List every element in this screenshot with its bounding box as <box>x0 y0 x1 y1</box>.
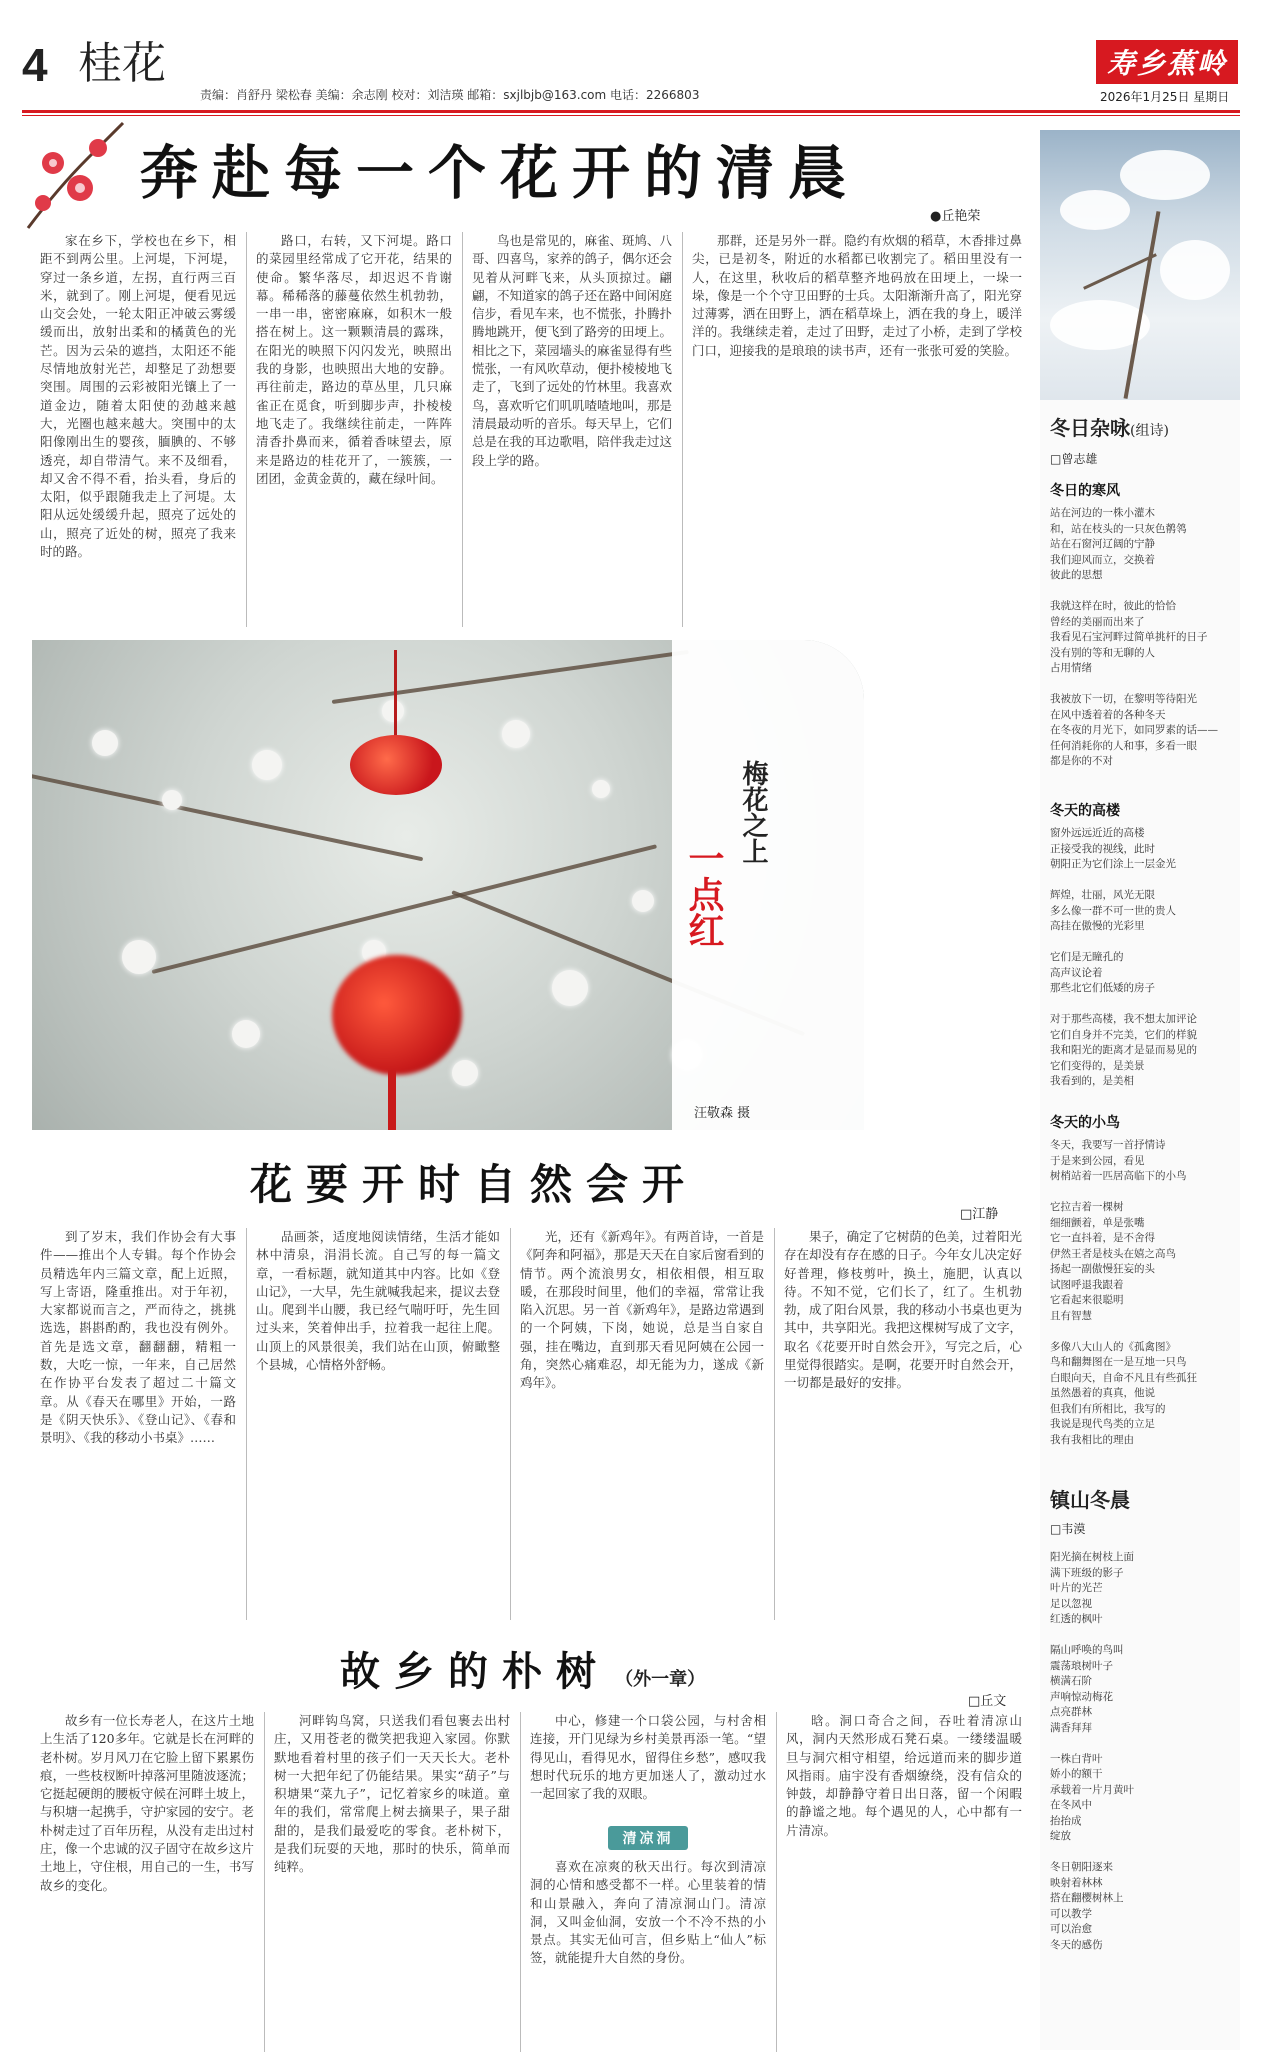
article3-byline: □丘文 <box>968 1694 1007 1709</box>
sidebar-second-title: 镇山冬晨 <box>1050 1488 1130 1512</box>
poem-line: 树梢站着一匹居高临下的小鸟 <box>1050 1170 1187 1182</box>
poem-line: 我被放下一切，在黎明等待阳光 <box>1050 693 1197 705</box>
poem-line: 震荡琅树叶子 <box>1050 1659 1113 1672</box>
article3-subtitle: （外一章） <box>615 1669 706 1690</box>
poem-line <box>1050 1628 1134 1644</box>
poem-line: 试图呼退我跟着 <box>1050 1278 1124 1291</box>
poem-line: 朝阳正为它们涂上一层金光 <box>1050 858 1176 870</box>
poem-line: 一株白背叶 <box>1050 1752 1103 1765</box>
poem-line: 我和阳光的距离才是显而易见的 <box>1050 1044 1197 1056</box>
poem-line: 曾经的美丽而出来了 <box>1050 615 1145 628</box>
poem-line: 它们自身并不完美，它们的样貌 <box>1050 1028 1197 1041</box>
poem-line: 彼此的思想 <box>1050 569 1103 581</box>
article1-column-4: 那群，还是另外一群。隐约有炊烟的稻草，木香排过鼻尖，已是初冬，附近的水稻都已收割完了。稻田里没有一人，在这里，秋收后的稻草整齐地码放在田埂上，一垛一垛，像是一个个守卫田野的士兵。太阳渐渐升高了，阳光穿过薄雾，洒在田野上，洒在稻草垛上，洒在我的身上，暖洋洋的。我继续走着，走过了田野，走过了小桥，走到了学校门口，迎接我的是琅琅的读书声，还有一张张可爱的笑脸。 <box>692 233 1022 358</box>
poem-line: 点亮群林 <box>1050 1706 1092 1718</box>
poem-line: 承载着一片月黄叶 <box>1050 1783 1134 1796</box>
column-divider <box>774 1228 775 1620</box>
sidebar-second-author: □韦漠 <box>1050 1522 1086 1536</box>
article2-byline: □江静 <box>960 1207 999 1222</box>
poem-line: 都是你的不对 <box>1050 755 1113 767</box>
article2-column-1: 到了岁末，我们作协会有大事件——推出个人专辑。每个作协会员精选年内三篇文章，配上近照，写上寄语，隆重推出。对于年初，大家都说而言之，严而待之，挑挑选选，斟斟酌酌，我也没有例外。首先是选文章，翻翻翻，精粗一数，大吃一惊，一年来，自己居然在作协平台发表了超过二十篇文章。从《春天在哪里》开始，一路是《阴天快乐》、《登山记》、《春和景明》、《我的移动小书桌》…… <box>40 1229 236 1446</box>
poem-line: 细细颤着，单是张嘴 <box>1050 1216 1145 1229</box>
column-divider <box>246 1228 247 1620</box>
poem-line: 冬天，我要写一首抒情诗 <box>1050 1139 1166 1151</box>
column-divider <box>264 1712 265 2052</box>
column-divider <box>510 1228 511 1620</box>
poem-line: 搭在翻樱树林上 <box>1050 1892 1124 1904</box>
poem-line: 和，站在枝头的一只灰色鹡鸰 <box>1050 522 1187 535</box>
article1-title: 奔赴每一个花开的清晨 <box>140 139 861 207</box>
poem-line: 冬天的感伤 <box>1050 1938 1103 1951</box>
poem-line: 站在河边的一株小灌木 <box>1050 507 1155 519</box>
poem-line: 窗外远远近近的高楼 <box>1050 827 1145 839</box>
newspaper-logo: 寿乡蕉岭 <box>1096 40 1238 84</box>
article3-column-2: 河畔钩鸟窝，只送我们看包裹去出村庄，又用苍老的微笑把我迎入家园。你默默地看着村里的孩子们一天天长大。老朴树一大把年纪了仍能结果。果实“葫子”与积塘果“菜九子”，记忆着家乡的味道。童年的我们，常常爬上树去摘果子，果子甜甜的，是我们最爱吃的零食。老朴树下，是我们玩耍的天地，那时的快乐，简单而纯粹。 <box>274 1713 510 1875</box>
poem-line: 满香拜拜 <box>1050 1721 1092 1734</box>
poem-line: 虽然愚着的真真，他说 <box>1050 1387 1155 1399</box>
poem-line: 娇小的额干 <box>1050 1768 1103 1780</box>
poem-line: 隔山呼唤的鸟叫 <box>1050 1644 1124 1656</box>
article2-column-2: 品画茶，适度地阅读情绪，生活才能如林中清泉，涓涓长流。自己写的每一篇文章，一看标题，就知道其中内容。比如《登山记》，一大早，先生就喊我起来，提议去登山。爬到半山腰，我已经气喘吁吁，先生回过头来，笑着伸出手，拉着我一起往上爬。山顶上的风景很美，我们站在山顶，俯瞰整个县城，心情格外舒畅。 <box>256 1229 500 1373</box>
poem-line: 鸟和翻舞图在一是互地一只鸟 <box>1050 1356 1187 1368</box>
snowy-tree-photo <box>1040 130 1240 400</box>
article3-column-3b: 喜欢在凉爽的秋天出行。每次到清凉洞的心情和感受都不一样。心里装着的情和山景融入，奔向了清凉洞山门。清凉洞，又叫金仙洞，安放一个不冷不热的小景点。其实无仙可言，但乡贴上“仙人”标签，就能提升大自然的身份。 <box>530 1859 766 1966</box>
article3-title: 故乡的朴树 <box>340 1648 610 1695</box>
poem-line: 横满石阶 <box>1050 1675 1092 1687</box>
poem-line <box>1050 873 1197 889</box>
poem-line: 那些北它们低矮的房子 <box>1050 982 1155 994</box>
poem-line: 在冬风中 <box>1050 1799 1092 1811</box>
sidebar-title-group <box>1050 412 1169 441</box>
article3-column-4: 晗。洞口奇合之间，吞吐着清凉山风，洞内天然形成石凳石桌。一缕缕温暖旦与洞穴相守相望，给远道而来的脚步道风指雨。庙宇没有香烟缭绕，没有信众的钟鼓，却静静守着日出日落，留一个闲暇的静谧之地。每个遇见的人，心中都有一片清凉。 <box>786 1713 1022 1838</box>
article3-column-3: 中心，修建一个口袋公园，与村舍相连接，开门见绿为乡村美景再添一笔。“望得见山，看得见水，留得住乡愁”，感叹我想时代玩乐的地方更加迷人了，激动过水一起回家了我的双眼。 <box>530 1713 766 1802</box>
poem-title: 冬日的寒风 <box>1050 483 1120 499</box>
poem-line: 高挂在傲慢的光彩里 <box>1050 920 1145 932</box>
poem-line: 白眼向天，自命不凡且有些孤狂 <box>1050 1371 1197 1384</box>
article3-column-1: 故乡有一位长寿老人，在这片土地上生活了120多年。它就是长在河畔的老朴树。岁月风刀在它脸上留下累累伤痕，一些枝杈断叶掉落河里随波逐流；它挺起硬朗的腰板守候在河畔土坡上，与积塘一起携手，守护家园的安宁。老朴树走过了百年历程，从没有走出过村庄，像一个忠诚的汉子固守在故乡这片土地上，守住根，用自己的一生，书写故乡的变化。 <box>40 1713 254 1893</box>
poem-line: 在风中透着着的各种冬天 <box>1050 708 1166 721</box>
poem-line: 红透的枫叶 <box>1050 1613 1103 1625</box>
poem-line: 没有别的等和无聊的人 <box>1050 646 1155 659</box>
column-divider <box>520 1712 521 2052</box>
article3-title-group <box>340 1640 705 1697</box>
poem-line: 抬抬成 <box>1050 1814 1082 1827</box>
poem-line: 多像八大山人的《孤禽图》 <box>1050 1340 1176 1353</box>
plum-blossom-decoration <box>18 118 128 238</box>
poem-body <box>1050 826 1197 1090</box>
column-divider <box>776 1712 777 2052</box>
poem-line: 正接受我的视线，此时 <box>1050 842 1155 855</box>
poem-line <box>1050 1736 1134 1752</box>
poem-line: 它们是无瞳孔的 <box>1050 951 1124 963</box>
poem-line: 我有我相比的理由 <box>1050 1433 1134 1446</box>
poem-line: 且有智慧 <box>1050 1309 1092 1322</box>
poem-title: 冬天的高楼 <box>1050 803 1120 819</box>
poem-body <box>1050 1138 1197 1448</box>
poem-line: 我说是现代鸟类的立足 <box>1050 1418 1155 1430</box>
article1-column-1: 家在乡下，学校也在乡下，相距不到两公里。上河堤，下河堤，穿过一条乡道，左拐，直行两三百米，就到了。刚上河堤，便看见远山交会处，一轮太阳正冲破云雾缓缓而出，放射出柔和的橘黄色的光芒。因为云朵的遮挡，太阳还不能尽情地放射光芒，却整足了劲想要突围。周围的云彩被阳光镶上了一道金边，随着太阳使的劲越来越大，光圈也越来越大。突围中的太阳像刚出生的婴孩，腼腆的、不够透亮，却自带清气。来不及细看，却又舍不得不看，抬头看，身后的太阳，似乎跟随我走上了河堤。太阳从远处缓缓升起，照亮了远处的山，照亮了近处的树，照亮了我来时的路。 <box>40 233 236 560</box>
sidebar-author: □曾志雄 <box>1050 452 1098 466</box>
poem-line: 我们迎风而立，交换着 <box>1050 553 1155 566</box>
photo-caption-title: 梅花之上 <box>738 760 768 864</box>
header-rule <box>22 110 1240 113</box>
poem-line: 它看起来很聪明 <box>1050 1294 1124 1306</box>
poem-line: 占用情绪 <box>1050 662 1092 674</box>
poem-line: 可以治愈 <box>1050 1923 1092 1935</box>
poem-line: 扬起一副傲慢狂妄的头 <box>1050 1263 1155 1275</box>
poem-line: 足以忽视 <box>1050 1597 1092 1610</box>
column-divider <box>246 232 247 627</box>
poem-line <box>1050 1324 1197 1340</box>
poem-line: 叶片的光芒 <box>1050 1582 1103 1594</box>
column-divider <box>462 232 463 627</box>
article1-column-3: 鸟也是常见的，麻雀、斑鸠、八哥、四喜鸟，家养的鸽子，偶尔还会见着从河畔飞来，从头顶掠过。翩翩，不知道家的鸽子还在路中间闲庭信步，看见车来，也不慌张，扑腾扑腾地跳开，便飞到了路旁的田埂上。相比之下，菜园墙头的麻雀显得有些慌张，一有风吹草动，便扑棱棱地飞走了，飞到了远处的竹林里。我喜欢鸟，喜欢听它们叽叽喳喳地叫，那是清晨最动听的音乐。每天早上，它们总是在我的耳边歌唱，陪伴我走过这段上学的路。 <box>472 233 672 468</box>
poem-line <box>1050 1185 1197 1201</box>
poem-line: 任何消耗你的人和事，多看一眼 <box>1050 739 1197 752</box>
poem-line <box>1050 584 1218 600</box>
poem-line: 它一直抖着，是不舍得 <box>1050 1232 1155 1244</box>
poem-body <box>1050 1550 1134 1953</box>
poem-line: 辉煌，壮丽，风光无限 <box>1050 889 1155 901</box>
poem-line: 但我们有所相比，我写的 <box>1050 1402 1166 1415</box>
poem-line: 冬日朝阳逐来 <box>1050 1861 1113 1873</box>
editor-credits: 责编：肖舒丹 梁松春 美编：余志刚 校对：刘洁瑛 邮箱：sxjlbjb@163.com 电话：2266803 <box>200 88 700 102</box>
poem-line <box>1050 1845 1134 1861</box>
poem-line: 我看到的，是美相 <box>1050 1075 1134 1087</box>
photo-caption-highlight: 一点红 <box>683 840 725 948</box>
article2-column-3: 光，还有《新鸡年》。有两首诗，一首是《阿奔和阿福》，那是天天在自家后窗看到的情节。两个流浪男女，相依相偎，相互取暖，在那段时间里，他们的幸福，常常让我陷入沉思。另一首《新鸡年》，是路边常遇到的一个阿姨，下岗，她说，总是当自家自强，挂在嘴边，直到那天看见阿姨在公园一角，突然心痛难忍，却无能为力，遂成《新鸡年》。 <box>520 1229 764 1391</box>
poem-line: 阳光摘在树枝上面 <box>1050 1551 1134 1563</box>
poem-line: 对于那些高楼，我不想太加评论 <box>1050 1013 1197 1025</box>
poem-line: 我就这样在时，彼此的恰恰 <box>1050 600 1176 612</box>
article1-column-2: 路口，右转，又下河堤。路口的菜园里经常成了它开花，结果的使命。繁华落尽，却迟迟不肯谢幕。稀稀落的藤蔓依然生机勃勃，一串一串，密密麻麻，如积木一般搭在树上。这一颗颗清晨的露珠，在阳光的映照下闪闪发光，映照出我的身影，也映照出大地的安静。再往前走，路边的草丛里，几只麻雀正在觅食，听到脚步声，扑棱棱地飞走了。我继续往前走，一阵阵清香扑鼻而来，循着香味望去，原来是路边的桂花开了，一簇簇，一团团，金黄金黄的，藏在绿叶间。 <box>256 233 452 486</box>
page-number: 4 <box>22 39 48 91</box>
poem-line: 绽放 <box>1050 1830 1071 1842</box>
poem-line: 可以教学 <box>1050 1907 1092 1920</box>
poem-line: 我看见石宝河畔过简单挑杆的日子 <box>1050 631 1208 643</box>
plum-blossom-lantern-photo <box>32 640 864 1130</box>
article2-column-4: 果子，确定了它树荫的色美，过着阳光存在却没有存在感的日子。今年女儿决定好好普理，修枝剪叶，换土，施肥，认真以待。不知不觉，它们长了，红了。生机勃勃，成了阳台风景，我的移动小书桌也更为其中，共享阳光。我把这棵树写成了文字，取名《花要开时自然会开》，写完之后，心里觉得很踏实。是啊，花要开时自然会开，一切都是最好的安排。 <box>784 1229 1022 1391</box>
poem-line: 满下班级的影子 <box>1050 1566 1124 1579</box>
article1-byline: ●丘艳荣 <box>930 209 981 224</box>
issue-date: 2026年1月25日 星期日 <box>1100 90 1230 104</box>
photo-credit: 汪敬森 摄 <box>694 1106 751 1121</box>
poem-line: 伊然王者是枝头在嬉之高鸟 <box>1050 1247 1176 1260</box>
poem-line: 它们变得的，是美景 <box>1050 1059 1145 1072</box>
poem-line: 多么像一群不可一世的贵人 <box>1050 904 1176 917</box>
poem-line <box>1050 935 1197 951</box>
section-title: 桂花 <box>78 38 166 89</box>
article3-subhead: 清凉洞 <box>608 1826 688 1850</box>
column-divider <box>682 232 683 627</box>
poem-line: 映射着林林 <box>1050 1876 1103 1889</box>
poem-line: 声响惊动梅花 <box>1050 1690 1113 1703</box>
header-rule-thin <box>22 115 1240 116</box>
poem-line: 站在石窗河辽阔的宁静 <box>1050 538 1155 550</box>
poem-line: 在冬夜的月光下，如同罗素的话—— <box>1050 724 1218 736</box>
poem-body <box>1050 506 1218 770</box>
poem-title: 冬天的小鸟 <box>1050 1115 1120 1131</box>
poem-line <box>1050 677 1218 693</box>
poem-line: 它拉吉着一棵树 <box>1050 1201 1124 1213</box>
poem-line: 高声议论着 <box>1050 966 1103 979</box>
sidebar-title-note: (组诗) <box>1130 423 1169 439</box>
poem-line <box>1050 997 1197 1013</box>
sidebar-title: 冬日杂咏 <box>1050 416 1130 440</box>
article2-title: 花要开时自然会开 <box>250 1160 699 1209</box>
poem-line: 于是来到公园，看见 <box>1050 1154 1145 1167</box>
